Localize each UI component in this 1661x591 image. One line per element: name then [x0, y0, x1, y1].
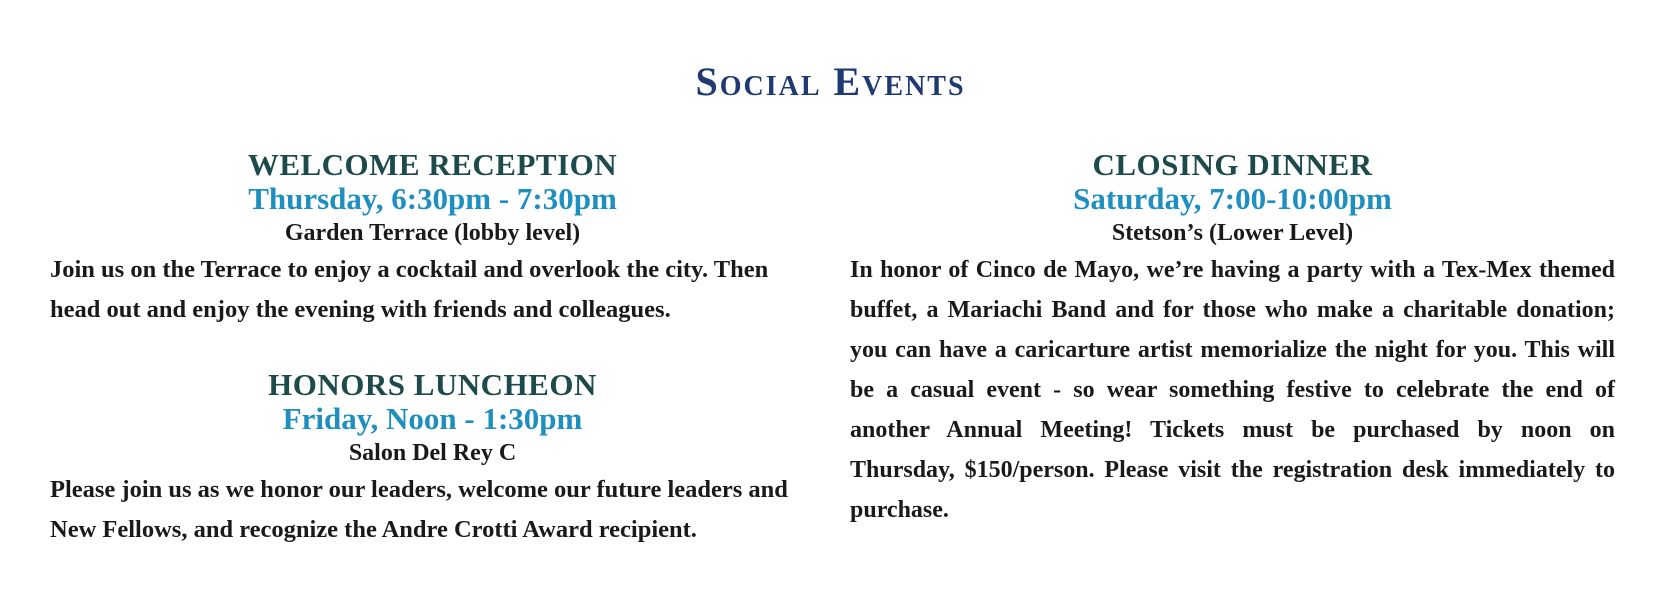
left-column: [50, 148, 815, 550]
event-name: CLOSING DINNER: [1092, 147, 1373, 182]
event-closing-dinner: [850, 148, 1615, 530]
event-name: WELCOME RECEPTION: [247, 147, 618, 182]
event-description: Join us on the Terrace to enjoy a cocktail and overlook the city. Then head out and enjoy the evening with friends and colleagues.: [50, 256, 769, 323]
event-name: HONORS LUNCHEON: [268, 367, 597, 402]
event-time: Friday, Noon - 1:30pm: [282, 401, 583, 436]
event-spacer: [50, 330, 815, 368]
event-location: Salon Del Rey C: [348, 440, 517, 466]
event-location: Garden Terrace (lobby level): [284, 220, 581, 246]
event-time: Thursday, 6:30pm - 7:30pm: [248, 181, 617, 216]
event-description: In honor of Cinco de Mayo, we’re having a party with a Tex-Mex themed buffet, a Mariachi Band and for those who make a charitable donation; you can have a caricarture artist memorialize the night for you. This will be a casual event - so wear something festive to celebrate the end of another Annual Meeting! Tickets must be purchased by noon on Thursday, $150/person. Please visit the registration desk immediately to purchase.: [850, 257, 1615, 523]
page-title: Social Events: [695, 59, 966, 104]
event-welcome-reception: [50, 148, 815, 330]
event-honors-luncheon: [50, 368, 815, 550]
event-time: Saturday, 7:00-10:00pm: [1073, 181, 1392, 216]
event-description: Please join us as we honor our leaders, welcome our future leaders and New Fellows, and recognize the Andre Crotti Award recipient.: [50, 476, 788, 543]
event-location: Stetson’s (Lower Level): [1111, 220, 1354, 246]
right-column: [850, 148, 1615, 530]
